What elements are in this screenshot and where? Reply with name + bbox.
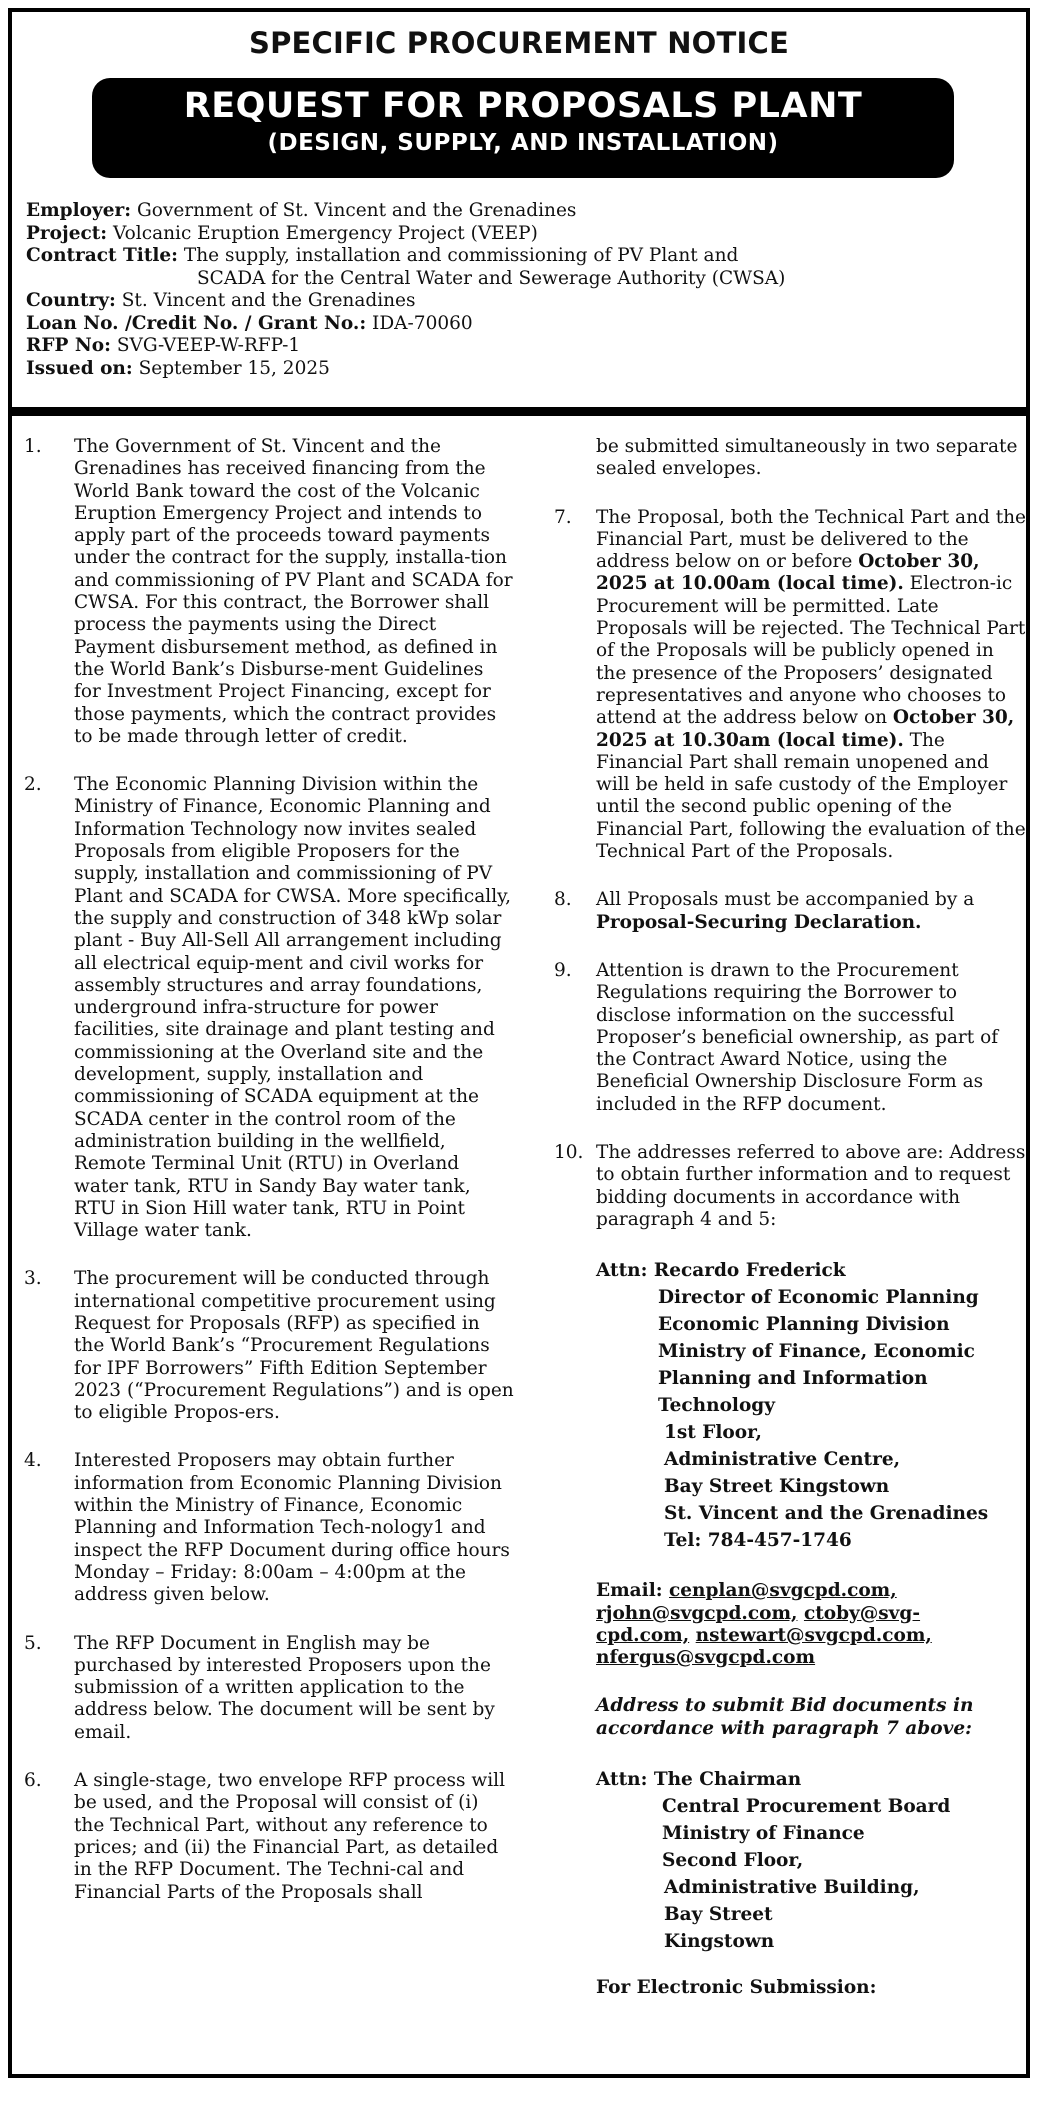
paragraph-10 [554,1142,1026,1231]
address-line: Bay Street [664,1903,773,1925]
email-link[interactable]: cenplan@svgcpd.com, [669,1580,897,1602]
paragraph-number: 7. [554,506,572,528]
submission-note: Address to submit Bid documents in accordance with paragraph 7 above: [596,1695,974,1739]
paragraph-9 [554,960,1026,1116]
declaration-requirement: Proposal-Securing Declaration. [596,911,922,933]
paragraph-2 [24,774,514,1242]
paragraph-1 [24,436,514,748]
paragraph-text: The Financial Part shall remain unopened and will be held in safe custody of the Employer until the second public opening of the Financial Part, following the evaluation of the Technical Part of the Proposals. [596,729,1026,863]
paragraph-number: 3. [24,1268,42,1290]
paragraph-text: Interested Proposers may obtain further information from Economic Planning Division within the Ministry of Finance, Economic Planning and Information Tech-nology1 and inspect the RFP Document during office hours Monday – Friday: 8:00am – 4:00pm at the address given below. [74,1450,510,1606]
email-link[interactable]: ctoby@svg- [803,1602,921,1624]
email-label: Email: [596,1580,663,1602]
paragraph-text: The Proposal, both the Technical Part and the Financial Part, must be delivered to the address below on or before [596,506,1026,573]
paragraph-text: Electron-ic Procurement will be permitted. Late Proposals will be rejected. The Technical Part of the Proposals will be publicly opened in the presence of the Proposers’ designated representatives and anyone who chooses to attend at the address below on [596,573,1026,729]
address-line: Bay Street Kingstown [664,1476,890,1498]
right-column [554,436,1026,1999]
banner-subtitle: (DESIGN, SUPPLY, AND INSTALLATION) [267,130,779,156]
address-line: Ministry of Finance [662,1822,865,1844]
rfp-label: RFP No: [26,335,111,356]
email-link[interactable]: nfergus@svgcpd.com [596,1647,816,1669]
address-line: Economic Planning Division [658,1314,950,1336]
submission-deadline: October 30, 2025 at 10.00am (local time). [596,551,980,595]
email-block [554,1580,1026,1669]
country-row [26,290,1016,313]
paragraph-number: 4. [24,1450,42,1472]
paragraph-number: 9. [554,959,572,981]
country-label: Country: [26,290,116,311]
paragraph-text: The RFP Document in English may be purchased by interested Proposers upon the submission of a written application to the address below. The document will be sent by email. [74,1632,495,1743]
email-link[interactable]: rjohn@svgcpd.com, [596,1602,798,1624]
address-line: Director of Economic Planning [658,1287,979,1309]
address-line: St. Vincent and the Grenadines [664,1503,989,1525]
contract-value-line1: The supply, installation and commissioning of PV Plant and [183,245,739,266]
loan-label: Loan No. /Credit No. / Grant No.: [26,312,367,334]
rfp-banner [92,78,954,178]
paragraph-number: 6. [24,1770,42,1792]
paragraph-5 [24,1633,514,1744]
address-attn: Attn: The Chairman [596,1768,802,1790]
paragraph-4 [24,1450,514,1606]
paragraph-text: A single-stage, two envelope RFP process will be used, and the Proposal will consist of (i) the Technical Part, without any reference to prices; and (ii) the Financial Part, as detailed in the RFP Document. The Techni-cal and Financial Parts of the Proposals shall [74,1770,505,1903]
email-link[interactable]: nstewart@svgcpd.com, [695,1624,932,1646]
paragraph-number: 8. [554,889,572,911]
address-line: 1st Floor, [664,1422,762,1444]
paragraph-number: 1. [24,436,42,457]
address-line: Central Procurement Board [662,1795,951,1817]
left-column [24,436,514,1930]
contract-label: Contract Title: [26,245,179,266]
paragraph-number: 5. [24,1632,42,1654]
loan-value: IDA-70060 [372,312,473,334]
paragraph-text: The Government of St. Vincent and the Grenadines has received financing from the World Bank toward the cost of the Volcanic Eruption Emergency Project and intends to apply part of the proceeds toward payments under the contract for the supply, installa-tion and commissioning of PV Plant and SCADA for CWSA. For this contract, the Borrower shall process the payments using the Direct Payment disbursement method, as defined in the World Bank’s Disburse-ment Guidelines for Investment Project Financing, except for those payments, which the contract provides to be made through letter of credit. [74,436,513,747]
paragraph-3 [24,1268,514,1424]
section-divider [12,407,1026,416]
project-row [26,223,1016,246]
info-address-block [554,1257,1026,1554]
contract-value-line2: SCADA for the Central Water and Sewerage Authority (CWSA) [197,267,786,289]
banner-title: REQUEST FOR PROPOSALS PLANT [183,86,863,126]
address-attn: Attn: Recardo Frederick [596,1260,846,1282]
electronic-submission-heading: For Electronic Submission: [596,1976,877,1998]
paragraph-text: The procurement will be conducted through international competitive procurement using Request for Proposals (RFP) as specified in the World Bank’s “Procurement Regulations for IPF Borrowers” Fifth Edition September 2023 (“Procurement Regulations”) and is open to eligible Propos-ers. [74,1268,514,1424]
paragraph-number: 10. [554,1142,584,1164]
contract-row [26,245,1016,268]
paragraph-number: 2. [24,774,42,796]
paragraph-text: All Proposals must be accompanied by a [596,889,975,911]
employer-value: Government of St. Vincent and the Grenadines [136,200,577,221]
employer-row [26,200,1016,223]
rfp-value: SVG-VEEP-W-RFP-1 [116,335,301,356]
issued-row [26,358,1016,381]
paragraph-8 [554,889,1026,934]
paragraph-text: The Economic Planning Division within the Ministry of Finance, Economic Planning and Information Technology now invites sealed Proposals from eligible Proposers for the supply, installation and commissioning of PV Plant and SCADA for CWSA. More specifically, the supply and construction of 348 kWp solar plant - Buy All-Sell All arrangement including all electrical equip-ment and civil works for assembly structures and array foundations, underground infra-structure for power facilities, site drainage and plant testing and commissioning at the Overland site and the development, supply, installation and commissioning of SCADA equipment at the SCADA center in the control room of the administration building in the wellfield, Remote Terminal Unit (RTU) in Overland water tank, RTU in Sandy Bay water tank, RTU in Sion Hill water tank, RTU in Point Village water tank. [74,774,511,1242]
address-phone: Tel: 784-457-1746 [664,1530,852,1552]
notice-header [26,200,1016,380]
address-line: Administrative Building, [664,1876,920,1898]
address-line: Planning and Information [658,1368,928,1390]
paragraph-text: The addresses referred to above are: Address to obtain further information and to request bidding documents in accordance with paragraph 4 and 5: [596,1142,1026,1230]
address-line: Administrative Centre, [664,1449,901,1471]
country-value: St. Vincent and the Grenadines [121,290,416,311]
paragraph-6-continued: be submitted simultaneously in two separate sealed envelopes. [596,436,1018,480]
paragraph-text: Attention is drawn to the Procurement Regulations requiring the Borrower to disclose information on the successful Proposer’s beneficial ownership, as part of the Contract Award Notice, using the Beneficial Ownership Disclosure Form as included in the RFP document. [596,959,999,1115]
loan-row [26,313,1016,336]
address-line: Second Floor, [662,1849,804,1871]
address-line: Ministry of Finance, Economic [658,1341,975,1363]
project-label: Project: [26,222,108,244]
page-title: SPECIFIC PROCUREMENT NOTICE [248,26,790,60]
issued-label: Issued on: [26,357,133,379]
notice-page [8,8,1030,2078]
employer-label: Employer: [26,200,132,221]
issued-value: September 15, 2025 [138,357,330,379]
contract-row-cont [26,268,1016,291]
address-line: Technology [658,1395,775,1417]
project-value: Volcanic Eruption Emergency Project (VEEP) [113,222,538,244]
submission-address-block [554,1766,1026,1955]
rfp-row [26,335,1016,358]
address-line: Kingstown [664,1930,775,1952]
paragraph-6 [24,1770,514,1904]
paragraph-7 [554,507,1026,864]
email-link[interactable]: cpd.com, [596,1624,690,1646]
opening-time: October 30, 2025 at 10.30am (local time). [596,707,1015,751]
